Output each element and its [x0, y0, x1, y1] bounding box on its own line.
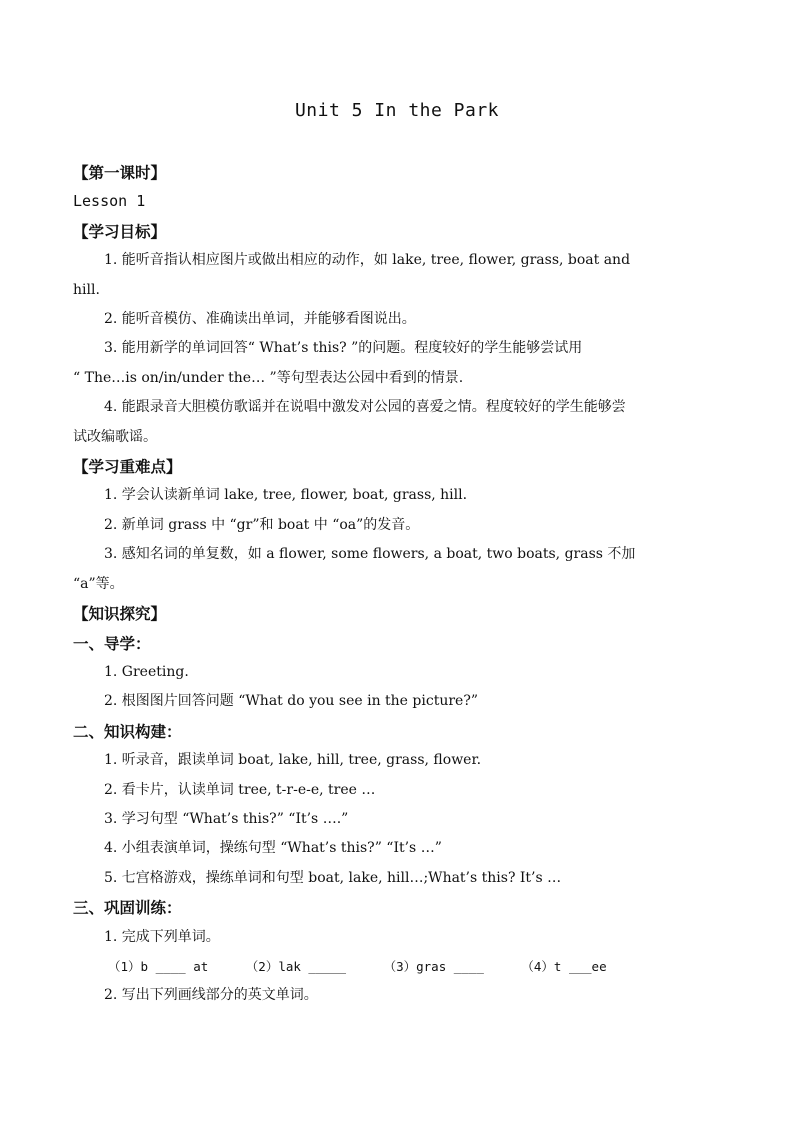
build-item: 4. 小组表演单词，操练句型 “What’s this?” “It’s …” — [104, 840, 442, 857]
objective-item: 2. 能听音模仿、准确读出单词，并能够看图说出。 — [104, 311, 416, 328]
section-heading-build: 二、知识构建： — [73, 721, 182, 741]
section-heading-practice: 三、巩固训练： — [73, 898, 182, 918]
objective-item-continuation: 试改编歌谣。 — [73, 428, 157, 445]
objective-item: 3. 能用新学的单词回答“ What’s this? ”的问题。程度较好的学生能够尝试用 — [104, 340, 583, 357]
practice-item: 1. 完成下列单词。 — [104, 928, 220, 945]
key-points-heading: 【学习重难点】 — [73, 457, 182, 477]
objectives-heading: 【学习目标】 — [73, 221, 167, 241]
exercise-blank: （3）gras ____ — [383, 958, 484, 974]
exploration-heading: 【知识探究】 — [73, 604, 167, 624]
document-body — [73, 158, 723, 1011]
objective-item: 4. 能跟录音大胆模仿歌谣并在说唱中激发对公园的喜爱之情。程度较好的学生能够尝 — [104, 399, 626, 416]
objective-item-continuation: hill. — [73, 281, 100, 298]
objective-item-continuation: “ The…is on/in/under the… ”等句型表达公园中看到的情景. — [73, 369, 464, 386]
key-point-item: 2. 新单词 grass 中 “gr”和 boat 中 “oa”的发音。 — [104, 516, 420, 533]
page-title: Unit 5 In the Park — [294, 100, 500, 121]
lesson-period-heading: 【第一课时】 — [73, 163, 167, 182]
guide-item: 2. 根图图片回答问题 “What do you see in the picture?” — [104, 693, 478, 710]
guide-item: 1. Greeting. — [104, 663, 189, 680]
objective-item: 1. 能听音指认相应图片或做出相应的动作，如 lake, tree, flower, grass, boat and — [104, 252, 631, 269]
build-item: 3. 学习句型 “What’s this?” “It’s ….” — [104, 810, 349, 827]
key-point-item: 1. 学会认读新单词 lake, tree, flower, boat, grass, hill. — [104, 487, 468, 504]
exercise-blank: （2）lak _____ — [245, 958, 347, 974]
build-item: 5. 七宫格游戏，操练单词和句型 boat, lake, hill…;What’s this? It’s … — [104, 869, 562, 886]
practice-item: 2. 写出下列画线部分的英文单词。 — [104, 987, 318, 1004]
build-item: 1. 听录音，跟读单词 boat, lake, hill, tree, grass, flower. — [104, 752, 482, 769]
exercise-blank: （4）t ___ee — [521, 958, 607, 974]
exercise-blank: （1）b ____ at — [108, 958, 209, 974]
section-heading-guide: 一、导学： — [73, 633, 151, 653]
fill-in-exercises — [73, 952, 723, 981]
lesson-name: Lesson 1 — [73, 192, 146, 211]
key-point-item: 3. 感知名词的单复数，如 a flower, some flowers, a boat, two boats, grass 不加 — [104, 546, 636, 563]
key-point-item-continuation: “a”等。 — [73, 575, 124, 592]
build-item: 2. 看卡片，认读单词 tree, t-r-e-e, tree … — [104, 781, 376, 798]
